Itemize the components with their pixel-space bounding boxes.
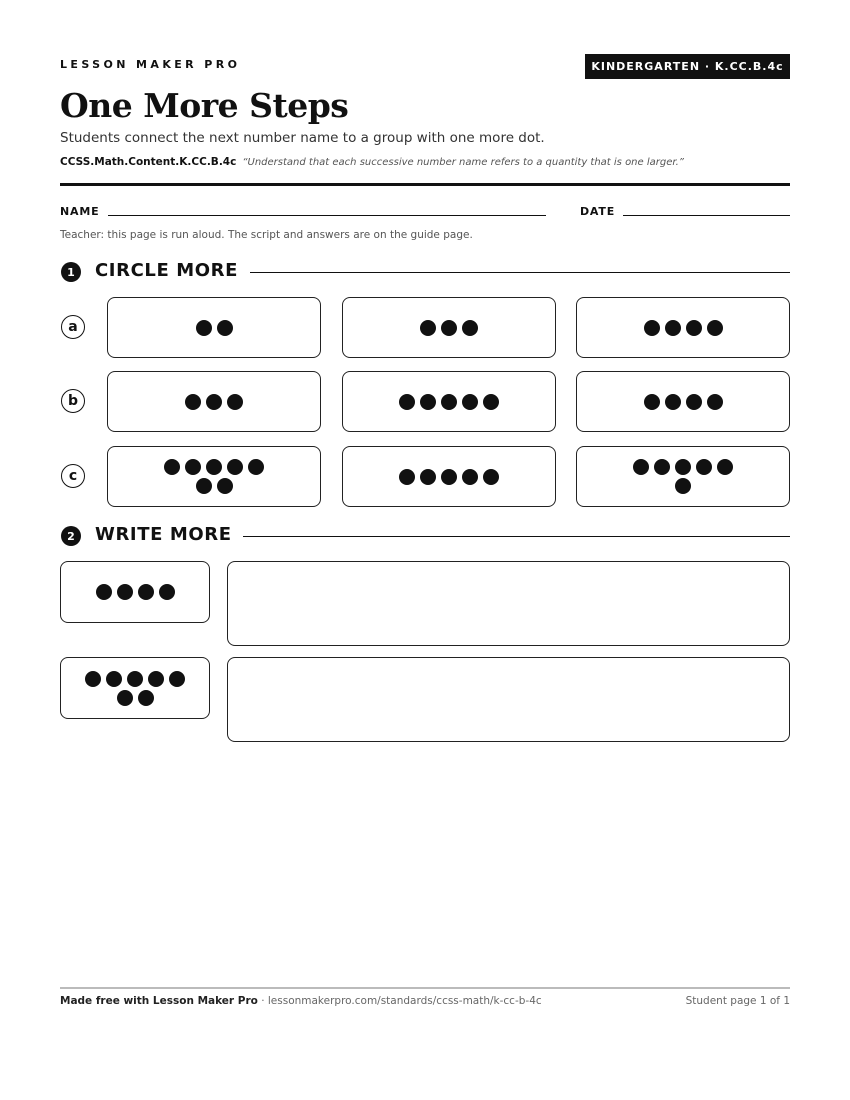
dot <box>185 394 201 410</box>
dot <box>644 394 660 410</box>
dot <box>196 320 212 336</box>
dot-prompt-card <box>60 561 210 623</box>
dot <box>164 459 180 475</box>
footer-url[interactable]: lessonmakerpro.com/standards/ccss-math/k-cc-b-4c <box>267 995 542 1007</box>
header-divider <box>60 183 790 186</box>
dot <box>159 584 175 600</box>
dot <box>420 394 436 410</box>
dot-prompt-card <box>60 657 210 719</box>
dot <box>675 478 691 494</box>
dot <box>227 394 243 410</box>
name-label: NAME <box>60 205 100 218</box>
dot <box>127 671 143 687</box>
dot-choice-card[interactable] <box>107 446 321 507</box>
section-1-rule <box>250 272 790 273</box>
dot <box>675 459 691 475</box>
dot <box>185 459 201 475</box>
dot <box>686 320 702 336</box>
dot <box>206 394 222 410</box>
page-title: One More Steps <box>60 86 349 125</box>
dot-choice-card[interactable] <box>576 371 790 432</box>
dot <box>206 459 222 475</box>
dot-choice-card[interactable] <box>107 297 321 358</box>
dot <box>217 320 233 336</box>
dot <box>227 459 243 475</box>
footer-divider <box>60 987 790 989</box>
dot <box>462 394 478 410</box>
row-label-c: c <box>61 464 85 488</box>
dot <box>217 478 233 494</box>
standard-line <box>60 156 684 168</box>
dot-group <box>399 394 499 410</box>
dot <box>169 671 185 687</box>
dot <box>441 469 457 485</box>
dot-group <box>80 671 190 706</box>
dot-group <box>185 394 243 410</box>
dot-group <box>644 320 723 336</box>
dot <box>707 394 723 410</box>
dot <box>117 690 133 706</box>
dot-choice-card[interactable] <box>576 297 790 358</box>
date-field[interactable] <box>623 215 790 216</box>
section-2-rule <box>243 536 790 537</box>
dot <box>696 459 712 475</box>
dot-choice-card[interactable] <box>107 371 321 432</box>
page-subtitle: Students connect the next number name to a group with one more dot. <box>60 130 545 146</box>
dot <box>686 394 702 410</box>
dot-group <box>96 584 175 600</box>
answer-box[interactable] <box>227 657 790 742</box>
dot-choice-card[interactable] <box>342 371 556 432</box>
dot <box>196 478 212 494</box>
date-label: DATE <box>580 205 616 218</box>
section-1-title: CIRCLE MORE <box>95 260 238 281</box>
name-field[interactable] <box>108 215 546 216</box>
footer-made-with: Made free with Lesson Maker Pro <box>60 995 258 1007</box>
footer-credit <box>60 995 542 1007</box>
dot <box>441 394 457 410</box>
section-2-title: WRITE MORE <box>95 524 232 545</box>
dot <box>483 394 499 410</box>
brand-name: LESSON MAKER PRO <box>60 58 241 71</box>
dot <box>462 469 478 485</box>
dot-choice-card[interactable] <box>342 446 556 507</box>
dot-group <box>420 320 478 336</box>
section-1-number: 1 <box>61 262 81 282</box>
dot <box>248 459 264 475</box>
dot-choice-card[interactable] <box>576 446 790 507</box>
standard-quote: “Understand that each successive number name refers to a quantity that is one larger.” <box>242 157 684 168</box>
dot-group <box>628 459 738 494</box>
footer-page-number: Student page 1 of 1 <box>685 995 790 1007</box>
dot <box>654 459 670 475</box>
dot <box>717 459 733 475</box>
row-label-b: b <box>61 389 85 413</box>
dot <box>420 469 436 485</box>
dot <box>483 469 499 485</box>
dot <box>399 394 415 410</box>
dot <box>441 320 457 336</box>
dot-group <box>644 394 723 410</box>
dot <box>707 320 723 336</box>
dot <box>665 320 681 336</box>
dot <box>117 584 133 600</box>
dot-group <box>399 469 499 485</box>
dot <box>633 459 649 475</box>
teacher-note: Teacher: this page is run aloud. The script and answers are on the guide page. <box>60 229 473 241</box>
standard-code: CCSS.Math.Content.K.CC.B.4c <box>60 156 237 168</box>
dot <box>96 584 112 600</box>
footer-separator: · <box>257 995 268 1007</box>
dot <box>399 469 415 485</box>
dot-group <box>196 320 233 336</box>
answer-box[interactable] <box>227 561 790 646</box>
dot <box>420 320 436 336</box>
dot-choice-card[interactable] <box>342 297 556 358</box>
dot <box>138 690 154 706</box>
section-2-number: 2 <box>61 526 81 546</box>
row-label-a: a <box>61 315 85 339</box>
grade-badge: KINDERGARTEN · K.CC.B.4c <box>585 54 790 79</box>
dot-group <box>159 459 269 494</box>
dot <box>644 320 660 336</box>
dot <box>665 394 681 410</box>
dot <box>148 671 164 687</box>
dot <box>106 671 122 687</box>
dot <box>462 320 478 336</box>
dot <box>85 671 101 687</box>
dot <box>138 584 154 600</box>
